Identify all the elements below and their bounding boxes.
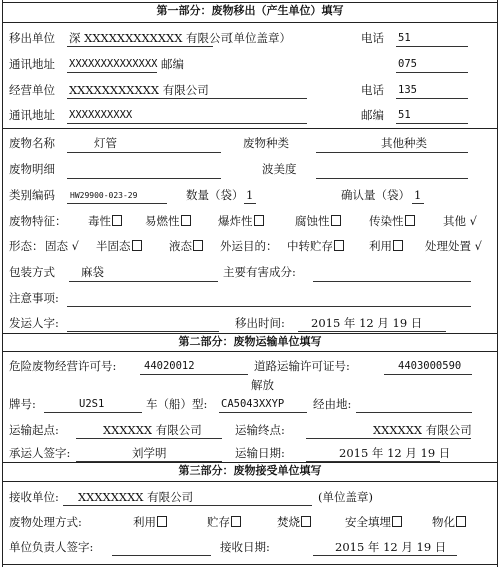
checkbox-use[interactable]: [393, 240, 403, 251]
checkbox-method-landfill[interactable]: [392, 516, 402, 527]
checkbox-semisolid[interactable]: [132, 240, 142, 251]
phone1-value[interactable]: 51: [398, 32, 411, 44]
section2-title: 第二部分：废物运输单位填写: [178, 335, 322, 348]
quantity-value[interactable]: 1: [246, 188, 254, 202]
form-solid[interactable]: 固态 √: [45, 239, 79, 253]
receive-date-value[interactable]: 2015 年 12 月 19 日: [335, 540, 447, 554]
carrier-sign-label: 承运人签字:: [9, 446, 71, 460]
form-semisolid[interactable]: 半固态: [96, 239, 142, 253]
category-code-value[interactable]: HW29900-023-29: [70, 191, 138, 200]
plate-label: 牌号:: [9, 397, 36, 411]
section1-title: 第一部分：废物移出（产生单位）填写: [156, 4, 344, 17]
category-code-label: 类别编码: [9, 188, 55, 202]
form-label: 形态：: [9, 239, 44, 253]
destination-value[interactable]: XXXXXX 有限公司: [373, 423, 472, 437]
postcode2-value[interactable]: 51: [398, 109, 411, 121]
method-use[interactable]: 利用: [133, 515, 167, 529]
feature-flammable[interactable]: 易燃性: [145, 214, 191, 228]
feature-explosive[interactable]: 爆炸性: [218, 214, 264, 228]
checkbox-method-physchem[interactable]: [456, 516, 466, 527]
plate-value[interactable]: U2S1: [79, 398, 105, 410]
license-value[interactable]: 44020012: [144, 360, 195, 372]
checkbox-flammable[interactable]: [181, 215, 191, 226]
checkbox-transfer[interactable]: [334, 240, 344, 251]
address1-value[interactable]: XXXXXXXXXXXXXX: [69, 58, 158, 70]
producer-seal-note: （单位盖章）: [222, 31, 291, 45]
notes-label: 注意事项:: [9, 291, 59, 305]
checkbox-method-use[interactable]: [157, 516, 167, 527]
form-liquid[interactable]: 液态: [169, 239, 203, 253]
postcode2-label: 邮编: [361, 108, 384, 122]
license-label: 危险废物经营许可号:: [9, 359, 117, 373]
section3-title: 第三部分：废物接受单位填写: [178, 464, 322, 477]
method-landfill[interactable]: 安全填埋: [345, 515, 402, 529]
operator-label: 经营单位: [9, 83, 55, 97]
purpose-label: 外运目的：: [220, 239, 278, 253]
method-store[interactable]: 贮存: [207, 515, 241, 529]
packaging-value[interactable]: 麻袋: [81, 265, 104, 279]
quantity-label: 数量（袋）: [186, 188, 244, 202]
checkbox-method-store[interactable]: [231, 516, 241, 527]
address1-label: 通讯地址: [9, 57, 55, 71]
features-label: 废物特征：: [9, 214, 67, 228]
receiver-seal-note: (单位盖章): [318, 490, 373, 504]
method-physchem[interactable]: 物化: [432, 515, 466, 529]
checkbox-infectious[interactable]: [405, 215, 415, 226]
via-label: 经由地:: [313, 397, 352, 411]
producer-unit-label: 移出单位: [9, 31, 55, 45]
checkbox-explosive[interactable]: [254, 215, 264, 226]
carrier-sign-value[interactable]: 刘学明: [132, 446, 167, 460]
transport-date-label: 运输日期:: [235, 446, 285, 460]
vehicle-value[interactable]: CA5043XXYP: [221, 398, 285, 410]
checkbox-corrosive[interactable]: [331, 215, 341, 226]
purpose-use[interactable]: 利用: [369, 239, 403, 253]
wave-label: 波美度: [262, 162, 297, 176]
method-label: 废物处理方式:: [9, 515, 82, 529]
feature-other[interactable]: 其他 √: [443, 214, 477, 228]
packaging-label: 包装方式: [9, 265, 55, 279]
method-incinerate[interactable]: 焚烧: [277, 515, 311, 529]
checkbox-toxic[interactable]: [112, 215, 122, 226]
address2-label: 通讯地址: [9, 108, 55, 122]
receiver-value[interactable]: XXXXXXXX 有限公司: [78, 490, 194, 504]
waste-name-label: 废物名称: [9, 136, 55, 150]
transport-date-value[interactable]: 2015 年 12 月 19 日: [339, 446, 451, 460]
destination-label: 运输终点:: [235, 423, 285, 437]
shipper-label: 发运人字:: [9, 316, 59, 330]
feature-infectious[interactable]: 传染性: [369, 214, 415, 228]
vehicle-label: 车（船）型:: [146, 397, 208, 411]
purpose-transfer[interactable]: 中转贮存: [287, 239, 344, 253]
postcode1-value[interactable]: 075: [398, 58, 417, 70]
producer-unit-value[interactable]: 深 XXXXXXXXXXXX 有限公司: [69, 31, 233, 45]
road-permit-value[interactable]: 4403000590: [398, 360, 462, 372]
waste-name-value[interactable]: 灯管: [94, 136, 117, 150]
address2-value[interactable]: XXXXXXXXXX: [69, 109, 133, 121]
checkbox-method-incinerate[interactable]: [301, 516, 311, 527]
postcode1-label: 邮编: [161, 57, 184, 71]
confirmed-qty-label: 确认量（袋）: [341, 188, 410, 202]
ship-time-label: 移出时间:: [235, 316, 285, 330]
road-permit-label: 道路运输许可证号:: [254, 359, 350, 373]
origin-value[interactable]: XXXXXX 有限公司: [103, 423, 202, 437]
waste-type-label: 废物种类: [243, 136, 289, 150]
responsible-label: 单位负责人签字:: [9, 540, 94, 554]
receiver-label: 接收单位:: [9, 490, 59, 504]
origin-label: 运输起点:: [9, 423, 59, 437]
checkbox-liquid[interactable]: [193, 240, 203, 251]
feature-corrosive[interactable]: 腐蚀性: [295, 214, 341, 228]
phone2-value[interactable]: 135: [398, 84, 417, 96]
phone2-label: 电话: [361, 83, 384, 97]
purpose-dispose[interactable]: 处理处置 √: [425, 239, 482, 253]
receive-date-label: 接收日期:: [220, 540, 270, 554]
liberation-text: 解放: [251, 378, 274, 392]
confirmed-qty-value[interactable]: 1: [414, 188, 422, 202]
hazard-label: 主要有害成分:: [223, 265, 296, 279]
ship-time-value[interactable]: 2015 年 12 月 19 日: [311, 316, 423, 330]
feature-toxic[interactable]: 毒性: [88, 214, 122, 228]
phone1-label: 电话: [361, 31, 384, 45]
waste-detail-label: 废物明细: [9, 162, 55, 176]
operator-value[interactable]: XXXXXXXXXXX 有限公司: [69, 83, 209, 97]
waste-type-value[interactable]: 其他种类: [381, 136, 427, 150]
